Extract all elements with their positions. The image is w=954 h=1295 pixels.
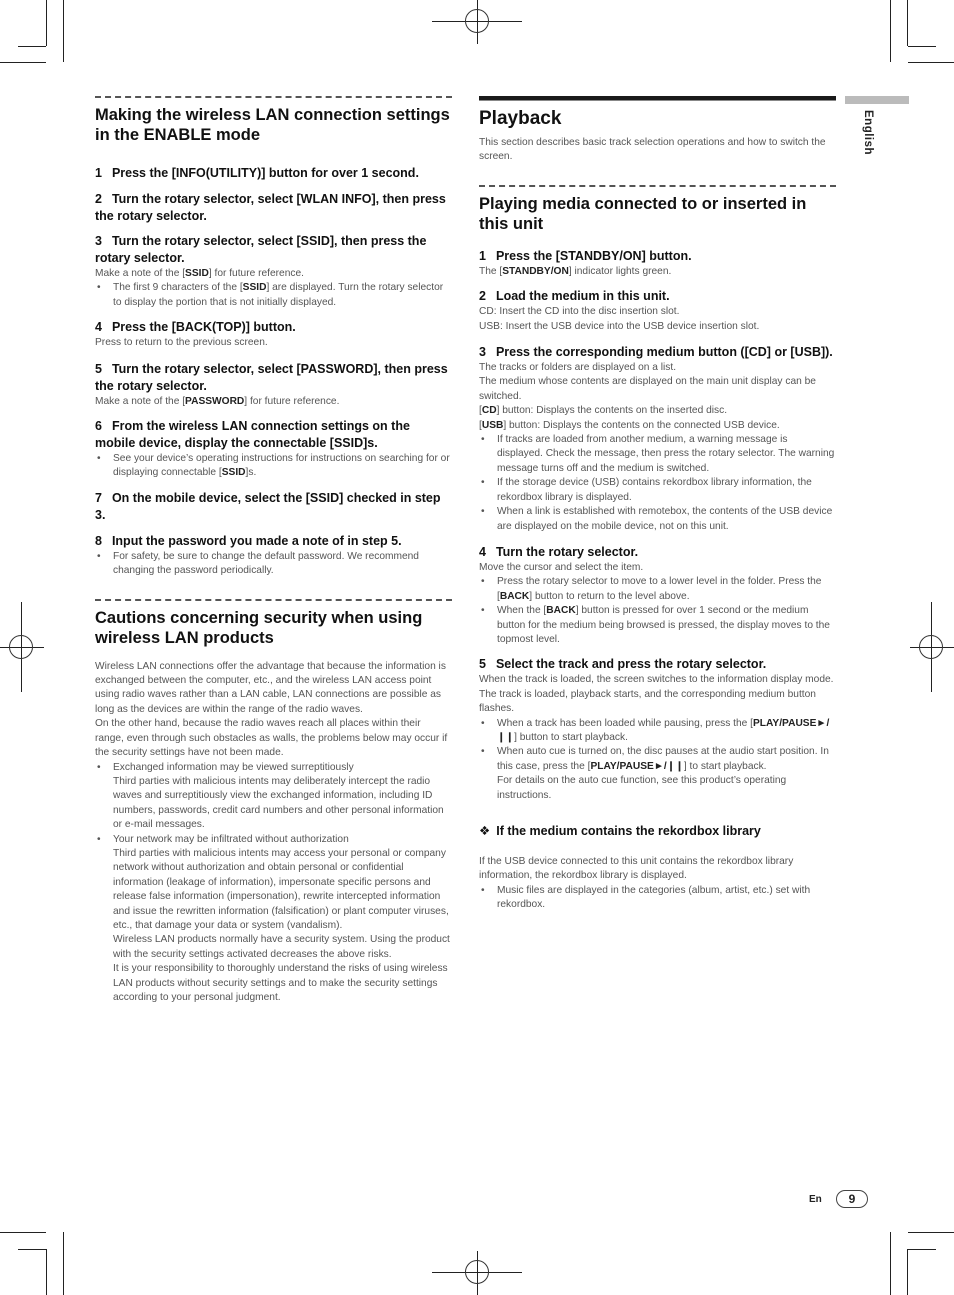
step-2: 2 Turn the rotary selector, select [WLAN INFO], then press the rotary selector. — [95, 192, 446, 223]
reg-mark-right-circle — [919, 635, 943, 659]
cautions-bullet-2-detail-2: Wireless LAN products normally have a security system. Using the product with the security settings activated decreases the above risks. — [113, 934, 450, 960]
crop-mark-tl-v2 — [46, 0, 47, 46]
reg-mark-top-circle — [465, 9, 489, 33]
step-4-note: Move the cursor and select the item. — [479, 561, 644, 573]
step-3-note-2: The medium whose contents are displayed on the main unit display can be switched. — [479, 376, 816, 402]
list-item: • When auto cue is turned on, the disc pauses at the audio start position. In this case, press the [PLAY/PAUSE►/❙❙] to start playback. — [479, 745, 836, 774]
crop-mark-tl-h2 — [18, 46, 46, 47]
step-8: 8 Input the password you made a note of in step 5. — [95, 533, 402, 548]
crop-mark-bl-h — [0, 1232, 46, 1233]
cautions-bullets-2 — [95, 833, 452, 847]
step-3: 3 Turn the rotary selector, select [SSID], then press the rotary selector. — [95, 234, 427, 265]
rekordbox-note: If the USB device connected to this unit contains the rekordbox library information, the rekordbox library is displayed. — [479, 856, 794, 882]
reg-mark-left-circle — [9, 635, 33, 659]
step-2: 2 Load the medium in this unit. — [479, 289, 670, 304]
step-1-note: The [STANDBY/ON] indicator lights green. — [479, 265, 672, 277]
step-5-bullets — [479, 717, 836, 775]
cautions-paragraph-1: Wireless LAN connections offer the advantage that because the information is exchanged between the computer, etc., and the wireless LAN access point using radio waves rather than a LAN cable, LAN connections are possible as long as the devices are within the range of the radio waves. — [95, 660, 446, 715]
list-item: • Music files are displayed in the categories (album, artist, etc.) set with rekordbox. — [479, 884, 836, 913]
crop-mark-br-v — [890, 1232, 891, 1295]
left-column — [95, 96, 452, 1005]
step-5: 5 Turn the rotary selector, select [PASSWORD], then press the rotary selector. — [95, 361, 448, 393]
step-3: 3 Press the corresponding medium button ([CD] or [USB]). — [479, 345, 833, 360]
step-3-bullets — [95, 281, 452, 310]
step-4: 4 Turn the rotary selector. — [479, 544, 639, 559]
list-item: • The first 9 characters of the [SSID] are displayed. Turn the rotary selector to display the portion that is not initially displayed. — [95, 281, 452, 310]
section-title-cautions: Cautions concerning security when using wireless LAN products — [95, 608, 423, 647]
step-3-note-cd: [CD] button: Displays the contents on the inserted disc. — [479, 405, 728, 417]
step-6: 6 From the wireless LAN connection settings on the mobile device, display the connectable [SSID]s. — [95, 419, 410, 451]
crop-mark-br-h — [908, 1232, 954, 1233]
step-1: 1 Press the [STANDBY/ON] button. — [479, 248, 692, 263]
crop-mark-tr-h — [908, 62, 954, 63]
step-8-bullets — [95, 550, 452, 579]
crop-mark-tl-h — [0, 62, 46, 63]
step-5-bullet-2-detail: For details on the auto cue function, see this product’s operating instructions. — [497, 775, 787, 801]
page-number: 9 — [836, 1190, 868, 1208]
section-title-playing-media: Playing media connected to or inserted in this unit — [479, 194, 807, 233]
language-label: English — [862, 110, 874, 156]
list-item: • When the [BACK] button is pressed for over 1 second or the medium button for the medium being browsed is pressed, the display moves to the topmost level. — [479, 604, 836, 647]
section-divider — [95, 96, 452, 98]
crop-mark-br-v2 — [907, 1249, 908, 1295]
step-5-note: Make a note of the [PASSWORD] for future reference. — [95, 395, 340, 407]
chapter-rule — [479, 96, 836, 101]
step-4-note: Press to return to the previous screen. — [95, 337, 268, 349]
cautions-bullets — [95, 761, 452, 775]
step-4: 4 Press the [BACK(TOP)] button. — [95, 320, 296, 335]
step-2-note-cd: CD: Insert the CD into the disc insertion slot. — [479, 306, 680, 318]
crop-mark-tl-v — [63, 0, 64, 62]
list-item: • When a track has been loaded while pausing, press the [PLAY/PAUSE►/❙❙] button to start playback. — [479, 717, 836, 746]
crop-mark-bl-v2 — [46, 1249, 47, 1295]
step-3-bullets — [479, 433, 836, 534]
cautions-bullet-1-detail: Third parties with malicious intents may deliberately intercept the radio waves and surreptitiously view the exchanged information, including ID numbers, passwords, credit card numbers and other personal information or e-mail messages. — [113, 775, 444, 831]
subsection-rekordbox: ❖ If the medium contains the rekordbox library — [479, 824, 761, 838]
step-2-note-usb: USB: Insert the USB device into the USB device insertion slot. — [479, 320, 760, 332]
section-title-wlan-enable: Making the wireless LAN connection settings in the ENABLE mode — [95, 106, 450, 144]
crop-mark-tr-v — [890, 0, 891, 62]
step-3-note: Make a note of the [SSID] for future reference. — [95, 268, 304, 279]
step-5: 5 Select the track and press the rotary selector. — [479, 657, 767, 672]
intro-text: This section describes basic track selection operations and how to switch the screen. — [479, 137, 826, 163]
step-1: 1 Press the [INFO(UTILITY)] button for over 1 second. — [95, 166, 419, 180]
crop-mark-bl-h2 — [18, 1249, 46, 1250]
step-5-note-2: The track is loaded, playback starts, and the corresponding medium button flashes. — [479, 688, 816, 715]
crop-mark-bl-v — [63, 1232, 64, 1295]
reg-mark-bottom-circle — [465, 1260, 489, 1284]
crop-mark-tr-v2 — [907, 0, 908, 46]
list-item: • Press the rotary selector to move to a lower level in the folder. Press the [BACK] button to return to the level above. — [479, 575, 836, 604]
page-title: Playback — [479, 108, 562, 129]
step-5-note-1: When the track is loaded, the screen switches to the information display mode. — [479, 674, 834, 686]
list-item: • When a link is established with remotebox, the contents of the USB device are displayed on the mobile device, not on this unit. — [479, 505, 836, 534]
step-6-bullets — [95, 452, 452, 481]
step-3-note-usb: [USB] button: Displays the contents on the connected USB device. — [479, 419, 780, 431]
section-divider — [95, 599, 452, 601]
cautions-paragraph-2: On the other hand, because the radio waves reach all places within their range, even through such obstacles as walls, the problems below may occur if the security settings have not been made. — [95, 718, 448, 759]
list-item: • If tracks are loaded from another medium, a warning message is displayed. Check the message, then press the rotary selector. The warning message turns off and the medium is switched. — [479, 433, 836, 476]
crop-mark-br-h2 — [908, 1249, 936, 1250]
crop-mark-tr-h2 — [908, 46, 936, 47]
language-tab — [845, 96, 909, 104]
rekordbox-bullets — [479, 884, 836, 913]
list-item: • Exchanged information may be viewed surreptitiously — [95, 761, 452, 775]
step-4-bullets — [479, 575, 836, 647]
page-lang-code: En — [809, 1194, 822, 1205]
step-7: 7 On the mobile device, select the [SSID] checked in step 3. — [95, 490, 441, 522]
list-item: • For safety, be sure to change the default password. We recommend changing the password periodically. — [95, 550, 452, 579]
right-column — [479, 96, 836, 913]
step-3-note-1: The tracks or folders are displayed on a list. — [479, 362, 677, 374]
list-item: • If the storage device (USB) contains rekordbox library information, the rekordbox library is displayed. — [479, 476, 836, 505]
cautions-bullet-2-detail-3: It is your responsibility to thoroughly understand the risks of using wireless LAN products without security settings and to make the security settings according to your personal judgment. — [113, 963, 448, 1003]
section-divider — [479, 185, 836, 187]
list-item: • See your device’s operating instructions for instructions on searching for or displaying connectable [SSID]s. — [95, 452, 452, 481]
diamond-bullet-icon: ❖ — [479, 824, 491, 838]
cautions-bullet-2-detail: Third parties with malicious intents may access your personal or company network without authorization and obtain personal or confidential information (leakage of information), impersonate specific persons and release false information (impersonation), rewrite intercepted information and issue the rewritten information (falsification) or plant computer viruses, etc., that damage your data or system (vandalism). — [113, 847, 449, 931]
list-item: • Your network may be infiltrated without authorization — [95, 833, 452, 847]
